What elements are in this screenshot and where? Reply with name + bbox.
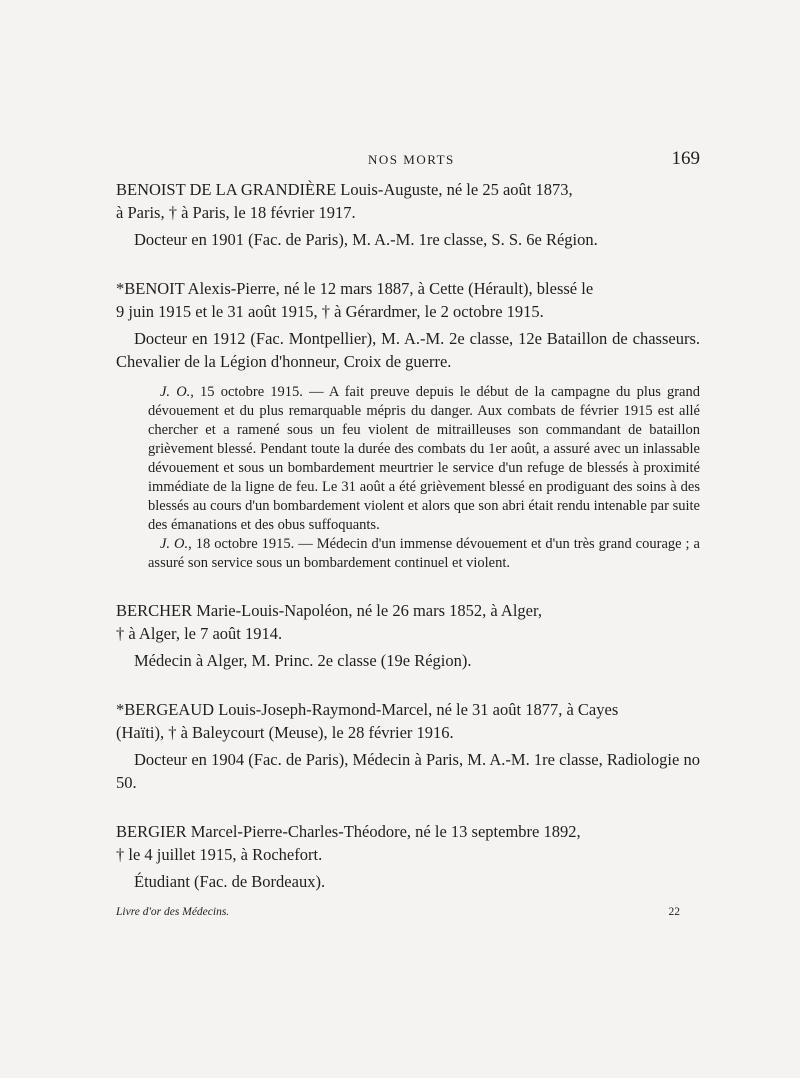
entry-heading: *BERGEAUD Louis-Joseph-Raymond-Marcel, né le 31 août 1877, à Cayes <box>116 700 619 719</box>
entry-career: Médecin à Alger, M. Princ. 2e classe (19e Région). <box>134 651 472 670</box>
citation-source: J. O. <box>160 536 189 552</box>
entry-death: † le 4 juillet 1915, à Rochefort. <box>116 845 323 864</box>
entry-bergier <box>116 820 700 893</box>
book-title: Livre d'or des Médecins. <box>116 906 230 918</box>
entry-career: Docteur en 1904 (Fac. de Paris), Médecin à Paris, M. A.-M. 1re classe, Radiologie no 50. <box>116 750 700 792</box>
entry-bergeaud <box>116 698 700 794</box>
entry-death: † à Alger, le 7 août 1914. <box>116 624 283 643</box>
page-footer <box>116 906 700 924</box>
citation-source: J. O. <box>160 384 191 400</box>
entry-career: Docteur en 1912 (Fac. Montpellier), M. A.-M. 2e classe, 12e Bataillon de chasseurs. Chevalier de la Légion d'honneur, Croix de guerre. <box>116 329 700 371</box>
citation <box>148 535 700 573</box>
page-header <box>368 150 700 174</box>
page-number: 169 <box>671 148 700 169</box>
entry-benoist <box>116 178 700 251</box>
entry-career: Étudiant (Fac. de Bordeaux). <box>134 872 326 891</box>
entry-death: à Paris, † à Paris, le 18 février 1917. <box>116 203 356 222</box>
entry-heading: BERCHER Marie-Louis-Napoléon, né le 26 mars 1852, à Alger, <box>116 601 542 620</box>
running-title: NOS MORTS <box>368 152 455 167</box>
signature-mark: 22 <box>668 906 680 918</box>
citation-text: , 15 octobre 1915. — A fait preuve depuis le début de la campagne du plus grand dévouement et du plus remarquable mépris du danger. Aux combats de février 1915 est allé chercher et a ramené sous un feu violent de mitrailleuses son commandant de bataillon grièvement blessé. Pendant toute la durée des combats du 1er août, a assuré avec un inlassable dévouement et sous un bombardement meurtrier le service d'un refuge de blessés à proximité immédiate de la ligne de feu. Le 31 août a été grièvement blessé en prodiguant des soins à des blessés au cours d'un bombardement violent et alors que son abri était rendu intenable par suite des émanations et des obus suffoquants. <box>148 384 700 533</box>
citation-text: , 18 octobre 1915. — Médecin d'un immense dévouement et d'un très grand courage ; a assuré son service sous un bombardement continuel et violent. <box>148 536 700 571</box>
entry-heading: *BENOIT Alexis-Pierre, né le 12 mars 1887, à Cette (Hérault), blessé le <box>116 279 594 298</box>
citation <box>148 383 700 535</box>
entry-death: 9 juin 1915 et le 31 août 1915, † à Gérardmer, le 2 octobre 1915. <box>116 302 544 321</box>
entry-career: Docteur en 1901 (Fac. de Paris), M. A.-M. 1re classe, S. S. 6e Région. <box>134 230 598 249</box>
entry-bercher <box>116 599 700 672</box>
citation-block <box>148 383 700 573</box>
entry-heading: BERGIER Marcel-Pierre-Charles-Théodore, né le 13 septembre 1892, <box>116 822 581 841</box>
entry-death: (Haïti), † à Baleycourt (Meuse), le 28 février 1916. <box>116 723 454 742</box>
entry-benoit <box>116 277 700 573</box>
entry-heading: BENOIST DE LA GRANDIÈRE Louis-Auguste, né le 25 août 1873, <box>116 180 573 199</box>
entry-list <box>116 178 700 919</box>
